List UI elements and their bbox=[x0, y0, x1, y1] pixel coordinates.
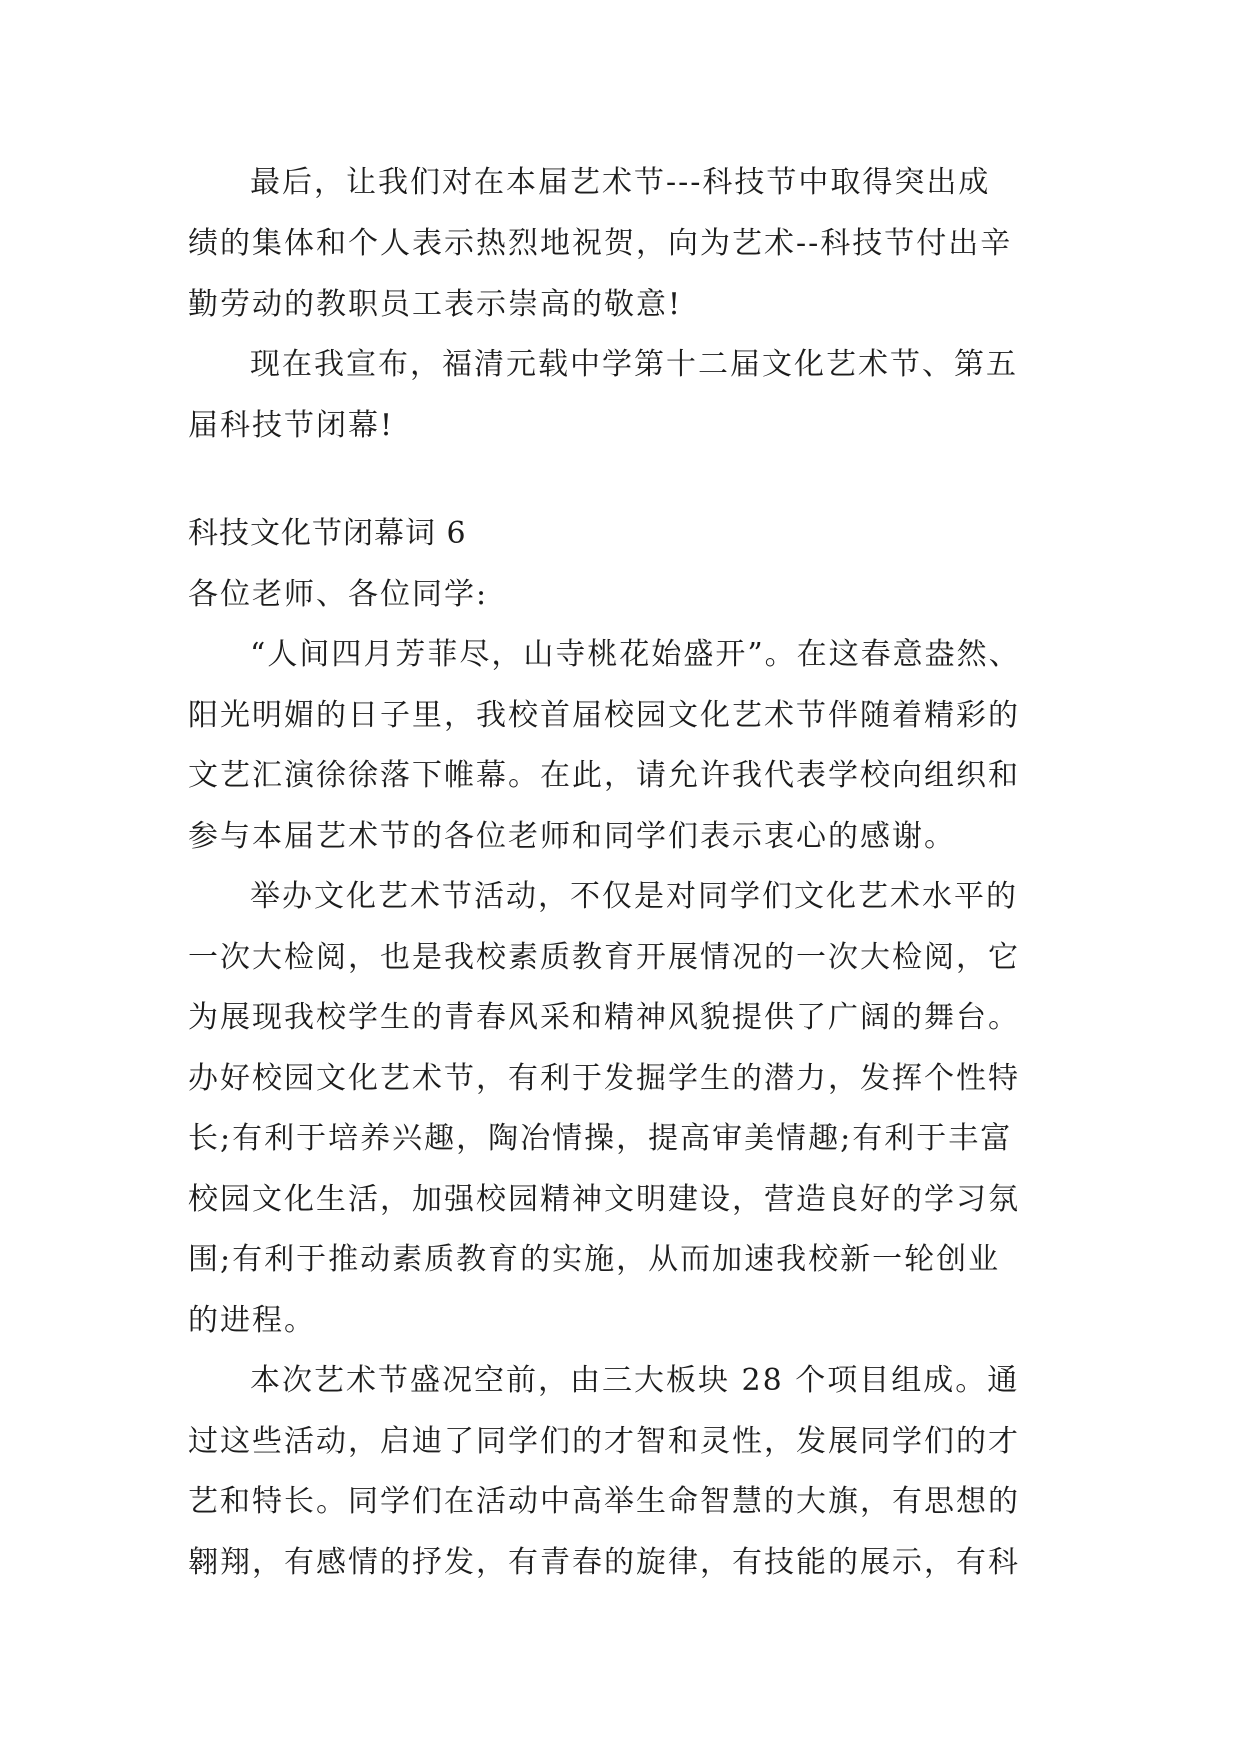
paragraph-line: 围;有利于推动素质教育的实施，从而加速我校新一轮创业 bbox=[188, 1242, 1001, 1277]
paragraph-line: 翱翔，有感情的抒发，有青春的旋律，有技能的展示，有科 bbox=[188, 1545, 1020, 1580]
paragraph-line: 校园文化生活，加强校园精神文明建设，营造良好的学习氛 bbox=[188, 1182, 1020, 1217]
paragraph-line: “人间四月芳菲尽，山寺桃花始盛开”。在这春意盎然、 bbox=[250, 637, 1021, 672]
paragraph-line: 的进程。 bbox=[188, 1303, 316, 1338]
paragraph-line: 一次大检阅，也是我校素质教育开展情况的一次大检阅，它 bbox=[188, 940, 1020, 975]
paragraph-line: 长;有利于培养兴趣，陶冶情操，提高审美情趣;有利于丰富 bbox=[188, 1121, 1013, 1156]
paragraph-line: 举办文化艺术节活动，不仅是对同学们文化艺术水平的 bbox=[250, 879, 1018, 914]
paragraph-line: 艺和特长。同学们在活动中高举生命智慧的大旗，有思想的 bbox=[188, 1484, 1020, 1519]
paragraph-line: 本次艺术节盛况空前，由三大板块 28 个项目组成。通 bbox=[250, 1363, 1020, 1398]
paragraph-line: 文艺汇演徐徐落下帷幕。在此，请允许我代表学校向组织和 bbox=[188, 758, 1020, 793]
paragraph-line: 绩的集体和个人表示热烈地祝贺，向为艺术--科技节付出辛 bbox=[188, 226, 1013, 261]
paragraph-line: 最后，让我们对在本届艺术节---科技节中取得突出成 bbox=[250, 165, 991, 200]
section-title: 科技文化节闭幕词 6 bbox=[188, 516, 467, 551]
paragraph-line: 届科技节闭幕! bbox=[188, 408, 395, 443]
salutation: 各位老师、各位同学: bbox=[188, 577, 489, 612]
paragraph-line: 勤劳动的教职员工表示崇高的敬意! bbox=[188, 287, 683, 322]
paragraph-line: 参与本届艺术节的各位老师和同学们表示衷心的感谢。 bbox=[188, 819, 956, 854]
paragraph-line: 阳光明媚的日子里，我校首届校园文化艺术节伴随着精彩的 bbox=[188, 698, 1020, 733]
paragraph-line: 为展现我校学生的青春风采和精神风貌提供了广阔的舞台。 bbox=[188, 1000, 1020, 1035]
paragraph-line: 办好校园文化艺术节，有利于发掘学生的潜力，发挥个性特 bbox=[188, 1061, 1020, 1096]
paragraph-line: 过这些活动，启迪了同学们的才智和灵性，发展同学们的才 bbox=[188, 1424, 1020, 1459]
paragraph-line: 现在我宣布，福清元载中学第十二届文化艺术节、第五 bbox=[250, 347, 1018, 382]
